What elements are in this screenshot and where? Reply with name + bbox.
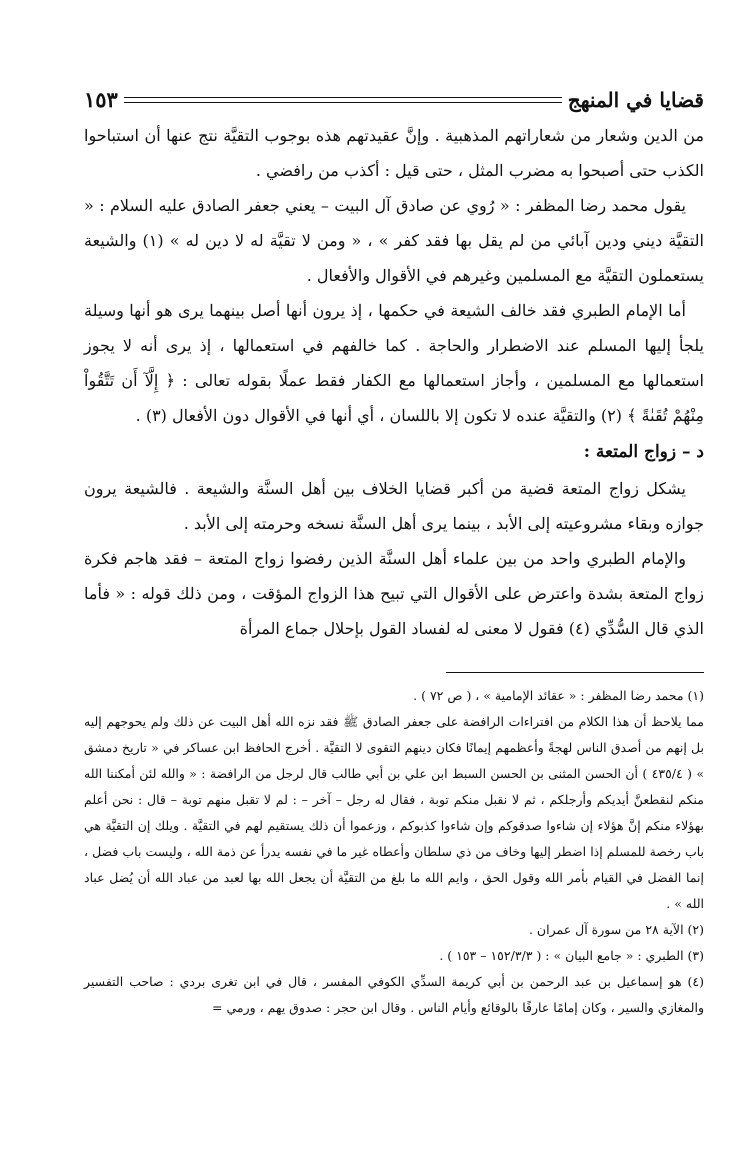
section-heading: د – زواج المتعة :	[583, 442, 704, 462]
footnotes	[84, 683, 704, 1021]
paragraph-3: أما الإمام الطبري فقد خالف الشيعة في حكمها ، إذ يرون أنها أصل بينهما يرى هو أنها وسيلة يلجأ إليها المسلم عند الاضطرار والحاجة . كما خالفهم في استعمالها ، إذ يرى أنه لا يجوز استعمالها مع المسلمين ، وأجاز استعمالها مع الكفار فقط عملًا بقوله تعالى : ﴿ إِلَّآ أَن تَتَّقُواْ مِنْهُمْ تُقَىٰةً ﴾ (٢) والتقيَّة عنده لا تكون إلا باللسان ، أي أنها في الأقوال دون الأفعال (٣) .	[84, 301, 704, 425]
header-rule	[124, 97, 562, 103]
footnote-3: (٣) الطبري : « جامع البيان » : ( ١٥٢/٣/٣ – ١٥٣ ) .	[439, 948, 704, 963]
document-page	[84, 78, 704, 1021]
running-header	[84, 78, 704, 112]
paragraph-5: والإمام الطبري واحد من بين علماء أهل السنَّة الذين رفضوا زواج المتعة – فقد هاجم فكرة زواج المتعة بشدة واعترض على الأقوال التي تبيح هذا الزواج المؤقت ، ومن ذلك قوله : « فأما الذي قال السُّدِّي (٤) فقول لا معنى له لفساد القول بإحلال جماع المرأة	[84, 549, 704, 638]
footnote-1-commentary: مما يلاحظ أن هذا الكلام من افتراءات الرافضة على جعفر الصادق ﷺ فقد نزه الله أهل البيت عن ذلك ولم يحوجهم إليه بل إنهم من أصدق الناس لهجةً وأعظمهم إيمانًا فكان دينهم التقوى لا التقيَّة . أخرج الحافظ ابن عساكر في « تاريخ دمشق » ( ٤٣٥/٤ ) أن الحسن المثنى بن الحسن السبط ابن علي بن أبي طالب قال لرجل من الرافضة : « والله لئن أمكننا الله منكم لنقطعنَّ أيديكم وأرجلكم ، ثم لا نقبل منكم توبة ، فقال له رجل – آخر – : لم لا تقبل منهم توبة – قال : نحن أعلم بهؤلاء منكم إنَّ هؤلاء إن شاءوا صدقوكم وإن شاءوا كذبوكم ، وزعموا أن ذلك يستقيم لهم في التقيَّة . ويلك إن التقيَّة هي باب رخصة للمسلم إذا اضطر إليها وخاف من ذي سلطان وأعطاه غير ما في نفسه يدرأ عن ذمة الله ، وليست باب فضل ، إنما الفضل في القيام بأمر الله وقول الحق ، وايم الله ما بلغ من التقيَّة أن يجعل الله بها لعبد من عباد الله أن يُضل عباد الله » .	[84, 714, 704, 911]
footnote-1: (١) محمد رضا المظفر : « عقائد الإمامية » ، ( ص ٧٢ ) .	[413, 688, 704, 703]
header-title: قضايا في المنهج	[567, 88, 704, 112]
paragraph-2: يقول محمد رضا المظفر : « رُوي عن صادق آل البيت – يعني جعفر الصادق عليه السلام : « التقيَّة ديني ودين آبائي من لم يقل بها فقد كفر » ، « ومن لا تقيَّة له لا دين له » (١) والشيعة يستعملون التقيَّة مع المسلمين وغيرهم في الأقوال والأفعال .	[84, 196, 704, 285]
footnote-2: (٢) الآية ٢٨ من سورة آل عمران .	[528, 922, 704, 937]
footnote-separator	[446, 672, 704, 673]
paragraph-4: يشكل زواج المتعة قضية من أكبر قضايا الخلاف بين أهل السنَّة والشيعة . فالشيعة يرون جوازه وبقاء مشروعيته إلى الأبد ، بينما يرى أهل السنَّة نسخه وحرمته إلى الأبد .	[84, 479, 704, 533]
main-text	[84, 118, 704, 646]
page-number: ١٥٣	[84, 87, 118, 112]
footnote-4: (٤) هو إسماعيل بن عبد الرحمن بن أبي كريمة السدِّي الكوفي المفسر ، قال في ابن تغرى بردي : صاحب التفسير والمغازي والسير ، وكان إمامًا عارفًا بالوقائع وأيام الناس . وقال ابن حجر : صدوق يهم ، ورمي =	[84, 974, 704, 1015]
paragraph-1: من الدين وشعار من شعاراتهم المذهبية . وإنَّ عقيدتهم هذه بوجوب التقيَّة نتج عنها أن استباحوا الكذب حتى أصبحوا به مضرب المثل ، حتى قيل : أكذب من رافضي .	[84, 126, 704, 180]
